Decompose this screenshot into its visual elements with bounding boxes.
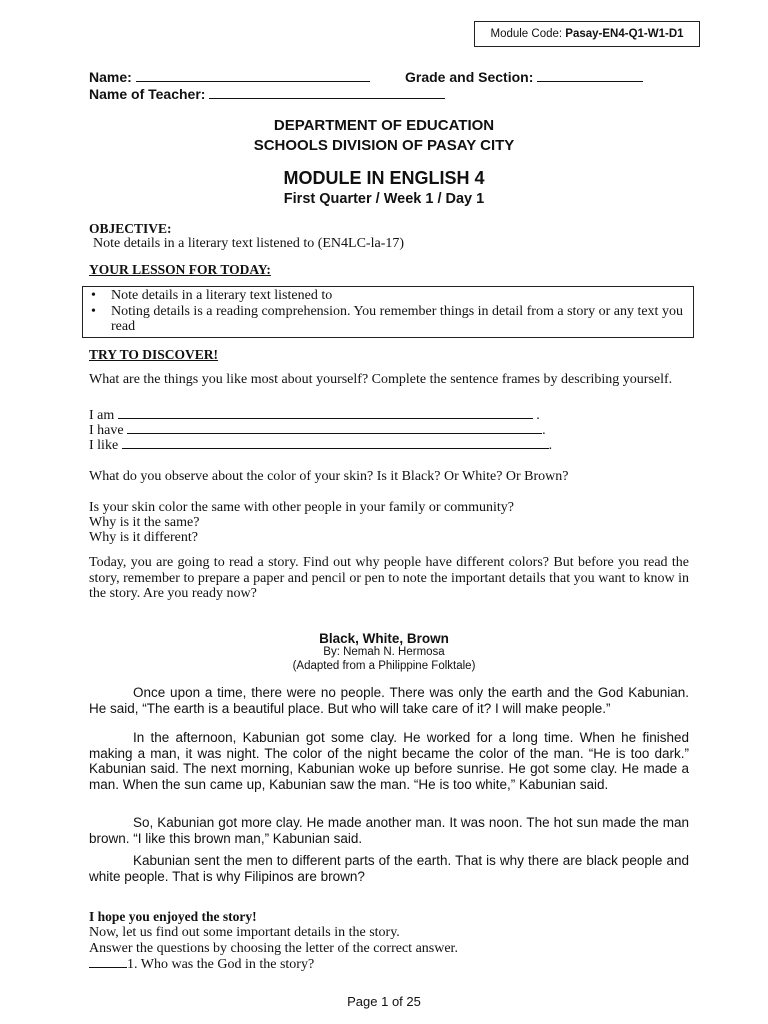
question-skin-color: What do you observe about the color of your skin? Is it Black? Or White? Or Brown? [89,469,569,484]
frame-i-like[interactable] [89,438,552,454]
question-1-text: 1. Who was the God in the story? [127,957,315,972]
division-title: SCHOOLS DIVISION OF PASAY CITY [253,137,515,154]
grade-section-field[interactable] [405,69,643,85]
question-same-color: Is your skin color the same with other people in your family or community? [89,500,514,515]
story-author: By: Nemah N. Hermosa [323,646,445,658]
teacher-label: Name of Teacher: [89,86,210,102]
answer-blank[interactable] [89,957,127,968]
page-number: Page 1 of 25 [347,994,421,1009]
question-1[interactable] [89,957,314,973]
module-code-box [474,21,700,47]
frame-blank[interactable] [118,408,533,419]
story-paragraph: Once upon a time, there were no people. There was only the earth and the God Kabunian. He said, “The earth is a beautiful place. But who will take care of it? I will make people.” [89,685,689,716]
frame-label: I have [89,423,128,438]
grade-section-blank[interactable] [537,71,643,82]
frame-blank[interactable] [127,423,542,434]
followup-heading: I hope you enjoyed the story! [89,909,257,924]
module-code-label: Module Code: [490,28,566,40]
lesson-list [89,288,693,335]
frame-end: . [542,423,546,438]
story-paragraph: So, Kabunian got more clay. He made another man. It was noon. The hot sun made the man brown. “I like this brown man,” Kabunian said. [89,815,689,846]
frame-i-am[interactable] [89,408,540,424]
discover-prompt: What are the things you like most about yourself? Complete the sentence frames by describing yourself. [89,372,673,387]
story-paragraph: Kabunian sent the men to different parts of the earth. That is why there are black people and white people. That is why Filipinos are brown? [89,853,689,884]
lesson-bullet: • Noting details is a reading comprehension. You remember things in detail from a story or any text you read [89,304,693,335]
followup-line: Now, let us find out some important details in the story. [89,925,400,940]
module-code-value: Pasay-EN4-Q1-W1-D1 [565,28,684,40]
objective-heading: OBJECTIVE: [89,221,172,236]
objective-text: Note details in a literary text listened to (EN4LC-la-17) [93,236,405,251]
story-title: Black, White, Brown [319,631,449,646]
lesson-bullet: • Note details in a literary text listened to [89,288,693,304]
module-title: MODULE IN ENGLISH 4 [283,168,485,188]
story-source: (Adapted from a Philippine Folktale) [292,660,476,672]
followup-line: Answer the questions by choosing the letter of the correct answer. [89,941,458,956]
discover-heading: TRY TO DISCOVER! [89,347,219,362]
frame-end: . [532,408,540,423]
module-subtitle: First Quarter / Week 1 / Day 1 [283,191,485,207]
name-label: Name: [89,69,136,85]
frame-label: I like [89,438,122,453]
frame-blank[interactable] [122,438,549,449]
question-why-same: Why is it the same? [89,515,200,530]
teacher-field[interactable] [89,86,445,102]
question-why-different: Why is it different? [89,530,198,545]
lesson-heading: YOUR LESSON FOR TODAY: [89,262,271,277]
name-field[interactable] [89,69,370,85]
teacher-blank[interactable] [209,88,445,99]
frame-end: . [548,438,553,453]
department-title: DEPARTMENT OF EDUCATION [273,117,495,134]
grade-section-label: Grade and Section: [405,69,538,85]
frame-label: I am [89,408,118,423]
frame-i-have[interactable] [89,423,546,439]
lesson-box [82,286,694,338]
story-paragraph: In the afternoon, Kabunian got some clay. He worked for a long time. When he finished making a man, it was night. The color of the night became the color of the man. “He is too dark.” Kabunian said. The next morning, Kabunian woke up before sunrise. He got some clay. He made a man. When the sun came up, Kabunian saw the man. “He is too white,” Kabunian said. [89,730,689,792]
name-blank[interactable] [136,71,370,82]
story-intro: Today, you are going to read a story. Find out why people have different colors? But before you read the story, remember to prepare a paper and pencil or pen to note the important details that you want to know in the story. Are you ready now? [89,555,689,601]
